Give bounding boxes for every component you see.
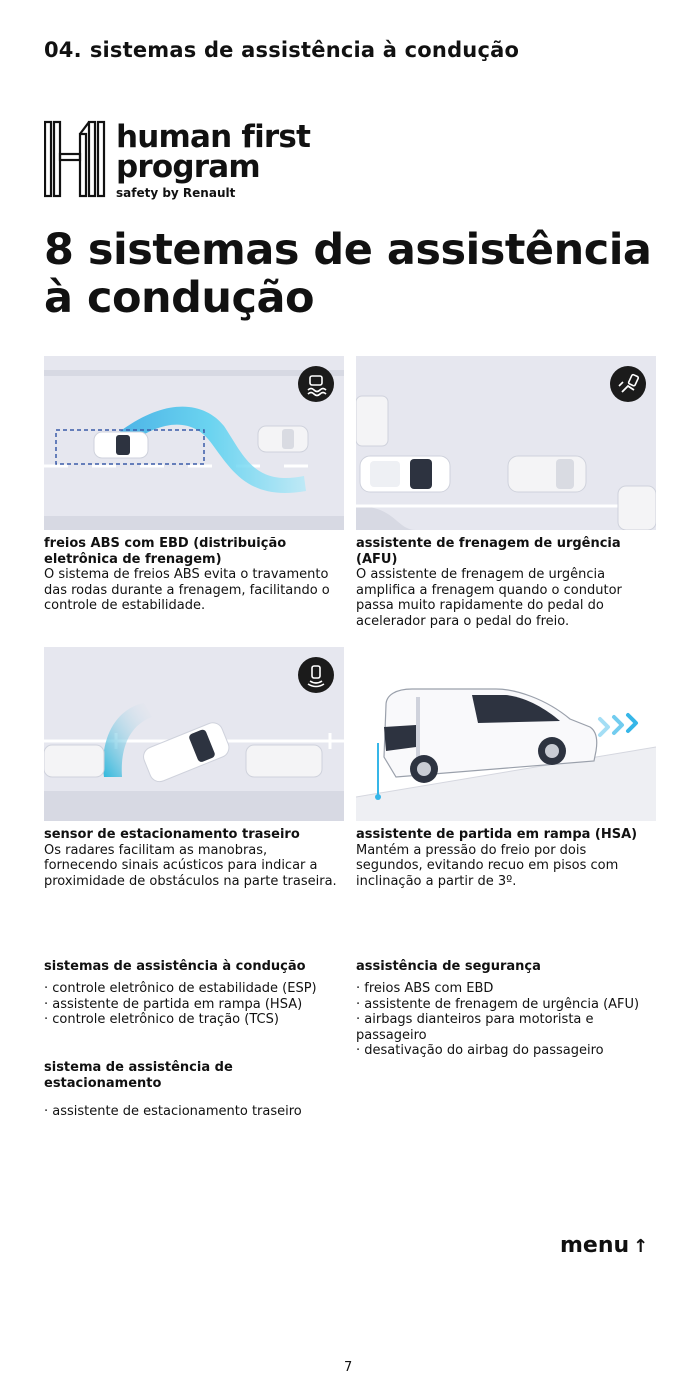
driving-assistance-list bbox=[44, 959, 349, 1028]
list-item: · freios ABS com EBD bbox=[356, 981, 494, 996]
menu-link[interactable] bbox=[560, 1233, 648, 1258]
list-item: · controle eletrônico de tração (TCS) bbox=[44, 1012, 279, 1027]
feature-card-abs bbox=[44, 356, 344, 614]
afu-illustration bbox=[356, 356, 656, 530]
feature-title: sensor de estacionamento traseiro bbox=[44, 827, 300, 842]
abs-illustration bbox=[44, 356, 344, 530]
logo-tagline: safety by Renault bbox=[116, 186, 236, 200]
hill-start-illustration bbox=[356, 647, 656, 821]
arrow-up-icon[interactable]: ↑ bbox=[633, 1236, 649, 1257]
menu-label[interactable]: menu bbox=[560, 1233, 630, 1258]
list-item: · assistente de frenagem de urgência (AFU) bbox=[356, 996, 640, 1012]
human-first-program-logo bbox=[44, 120, 344, 202]
section-number: 04. bbox=[44, 38, 82, 62]
feature-title: assistente de partida em rampa (HSA) bbox=[356, 827, 638, 842]
logo-line-1: human first bbox=[116, 119, 311, 155]
list-title: assistência de segurança bbox=[356, 959, 541, 974]
feature-description: O assistente de frenagem de urgência amplifica a frenagem quando o condutor passa muito rapidamente do pedal do acelerador para o pedal do freio. bbox=[356, 567, 622, 629]
list-item: · desativação do airbag do passageiro bbox=[356, 1043, 604, 1058]
brake-pedal-icon bbox=[610, 366, 646, 402]
list-title: sistemas de assistência à condução bbox=[44, 959, 306, 974]
parking-assistance-list bbox=[44, 1060, 349, 1120]
logo-line-2: program bbox=[116, 149, 260, 185]
list-item: · controle eletrônico de estabilidade (ESP) bbox=[44, 981, 317, 996]
skid-road-icon bbox=[298, 366, 334, 402]
feature-card-hsa bbox=[356, 647, 656, 889]
feature-description: O sistema de freios ABS evita o travamento das rodas durante a frenagem, facilitando o controle de estabilidade. bbox=[44, 567, 330, 613]
feature-title: freios ABS com EBD (distribuição eletrônica de frenagem) bbox=[44, 536, 287, 567]
list-item: · assistente de estacionamento traseiro bbox=[44, 1104, 302, 1119]
parking-sensor-icon bbox=[298, 657, 334, 693]
section-title: sistemas de assistência à condução bbox=[89, 38, 520, 62]
list-item: · airbags dianteiros para motorista e passageiro bbox=[356, 1012, 594, 1043]
section-header bbox=[44, 38, 519, 62]
parking-sensor-illustration bbox=[44, 647, 344, 821]
h1-logo-mark-icon bbox=[44, 120, 108, 198]
feature-description: Os radares facilitam as manobras, fornecendo sinais acústicos para indicar a proximidade de obstáculos na parte traseira. bbox=[44, 842, 337, 889]
feature-card-parking-sensor bbox=[44, 647, 344, 889]
page-title: 8 sistemas de assistência à condução bbox=[44, 225, 652, 323]
page-number: 7 bbox=[344, 1360, 353, 1375]
hill-start-icon bbox=[356, 647, 656, 821]
feature-description: Mantém a pressão do freio por dois segundos, evitando recuo em pisos com inclinação a partir de 3º. bbox=[356, 842, 619, 889]
feature-card-afu bbox=[356, 356, 656, 629]
safety-assistance-list bbox=[356, 959, 661, 1059]
list-title: sistema de assistência de estacionamento bbox=[44, 1060, 233, 1091]
list-item: · assistente de partida em rampa (HSA) bbox=[44, 996, 303, 1012]
feature-title: assistente de frenagem de urgência (AFU) bbox=[356, 536, 621, 567]
